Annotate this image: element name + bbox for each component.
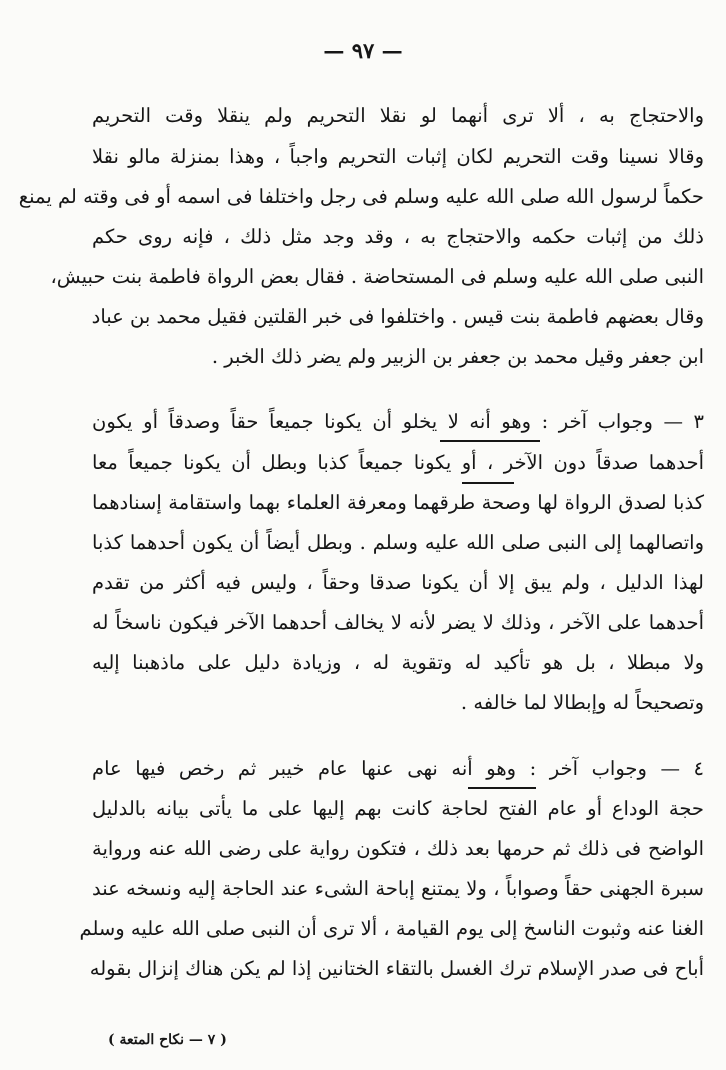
text-line: لهذا الدليل ، ولم يبق إلا أن يكونا صدقا وحقاً ، وليس فيه أكثر من تقدم — [92, 571, 704, 594]
underline-rule — [440, 440, 540, 442]
text-line: سبرة الجهنى حقاً وصواباً ، ولا يمتنع إباحة الشىء عند الحاجة إليه ونسخه عند — [92, 877, 704, 900]
text-line: كذبا لصدق الرواة لها وصحة طرقهما ومعرفة العلماء بهما واستقامة إسنادهما — [92, 491, 704, 514]
text-line: وقال بعضهم فاطمة بنت قيس . واختلفوا فى خبر القلتين فقيل محمد بن عباد — [91, 305, 704, 328]
text-line: وقالا نسينا وقت التحريم لكان إثبات التحريم واجباً ، وهذا بمنزلة مالو نقلا — [92, 145, 704, 168]
text-line: حكماً لرسول الله صلى الله عليه وسلم فى رجل واختلفا فى اسمه أو فى وقته لم يمنع — [18, 185, 704, 208]
text-line: أحدهما على الآخر ، وذلك لا يضر لأنه لا يخالف أحدهما الآخر فيكون ناسخاً له — [92, 611, 704, 634]
text-line: أحدهما صدقاً دون الآخر ، أو يكونا جميعاً كذبا وبطل أن يكونا جميعاً معا — [92, 451, 704, 474]
text-line: واتصالهما إلى النبى صلى الله عليه وسلم . وبطل أيضاً أن يكون أحدهما كذبا — [92, 531, 704, 554]
text-line: الواضح فى ذلك ثم حرمها بعد ذلك ، فتكون رواية على رضى الله عنه ورواية — [92, 837, 704, 860]
text-line: ولا مبطلا ، بل هو تأكيد له وتقوية له ، وزيادة دليل على ماذهبنا إليه — [92, 651, 704, 674]
footer-signature: ( ٧ — نكاح المتعة ) — [108, 1032, 227, 1048]
text-line: ٤ — وجواب آخر : وهو أنه نهى عنها عام خيبر ثم رخص فيها عام — [92, 757, 704, 780]
text-line: الغنا عنه وثبوت الناسخ إلى يوم القيامة ، ألا ترى أن النبى صلى الله عليه وسلم — [79, 917, 704, 940]
text-line: حجة الوداع أو عام الفتح لحاجة كانت بهم إليها على ما يأتى بيانه بالدليل — [92, 797, 704, 820]
underline-rule — [462, 482, 514, 484]
text-line: وتصحيحاً له وإبطالا لما خالفه . — [460, 691, 704, 714]
text-line: أباح فى صدر الإسلام ترك الغسل بالتقاء الختانين إذا لم يكن هناك إنزال بقوله — [89, 957, 704, 980]
text-line: ٣ — وجواب آخر : وهو أنه لا يخلو أن يكونا جميعاً حقاً وصدقاً أو يكون — [92, 410, 704, 433]
text-line: ابن جعفر وقيل محمد بن جعفر بن الزبير ولم يضر ذلك الخبر . — [211, 345, 704, 368]
underline-rule — [468, 787, 536, 789]
text-line: النبى صلى الله عليه وسلم فى المستحاضة . فقال بعض الرواة فاطمة بنت حبيش، — [50, 265, 704, 288]
text-line: والاحتجاج به ، ألا ترى أنهما لو نقلا التحريم ولم ينقلا وقت التحريم — [92, 104, 704, 127]
text-line: ذلك من إثبات حكمه والاحتجاج به ، وقد وجد مثل ذلك ، فإنه روى حكم — [92, 225, 704, 248]
page-number: — ٩٧ — — [323, 38, 403, 63]
